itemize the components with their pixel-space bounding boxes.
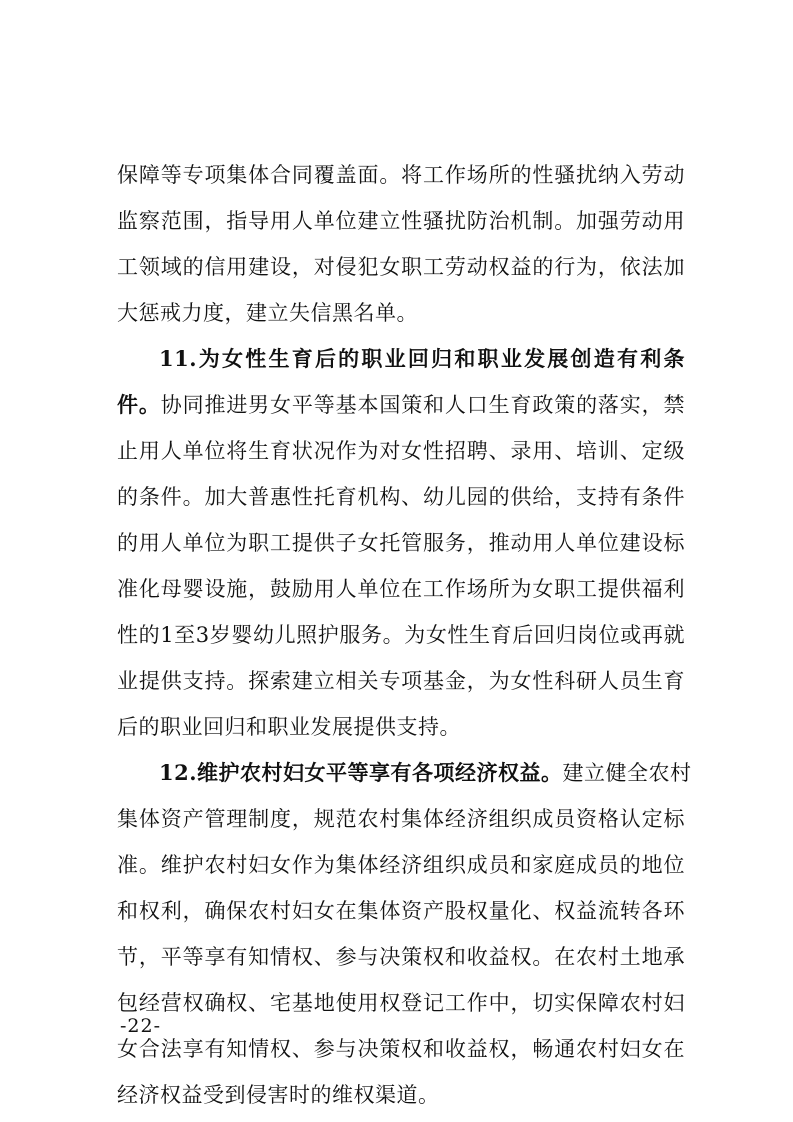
document-body — [117, 152, 692, 1118]
text-line — [117, 474, 685, 520]
text-segment: 节，平等享有知情权、参与决策权和收益权。在农村土地承 — [117, 945, 685, 969]
text-line — [117, 934, 685, 980]
text-line — [117, 290, 685, 336]
text-line — [117, 428, 685, 474]
text-line — [117, 566, 685, 612]
text-segment: 和权利，确保农村妇女在集体资产股权量化、权益流转各环 — [117, 899, 685, 923]
text-line — [117, 382, 685, 428]
text-segment: 的条件。加大普惠性托育机构、幼儿园的供给，支持有条件 — [117, 485, 685, 509]
text-segment: 建立健全农村 — [562, 761, 692, 785]
text-line — [117, 1026, 685, 1072]
text-segment: 后的职业回归和职业发展提供支持。 — [117, 715, 461, 739]
text-line — [117, 980, 685, 1026]
heading-text: 12.维护农村妇女平等享有各项经济权益。 — [159, 760, 563, 785]
text-line — [117, 796, 685, 842]
text-segment: 准化母婴设施，鼓励用人单位在工作场所为女职工提供福利 — [117, 577, 685, 601]
text-segment: 准。维护农村妇女作为集体经济组织成员和家庭成员的地位 — [117, 853, 685, 877]
text-segment: 协同推进男女平等基本国策和人口生育政策的落实，禁 — [160, 393, 686, 417]
text-segment: 集体资产管理制度，规范农村集体经济组织成员资格认定标 — [117, 807, 685, 831]
section-heading-11 — [117, 336, 685, 382]
text-segment: 大惩戒力度，建立失信黑名单。 — [117, 301, 418, 325]
text-line — [117, 612, 685, 658]
text-segment: 性的1至3岁婴幼儿照护服务。为女性生育后回归岗位或再就 — [117, 623, 685, 647]
text-line — [117, 152, 685, 198]
text-line — [117, 198, 685, 244]
text-line — [117, 520, 685, 566]
text-segment: 保障等专项集体合同覆盖面。将工作场所的性骚扰纳入劳动 — [117, 163, 685, 187]
text-line — [117, 1072, 685, 1118]
text-segment: 的用人单位为职工提供子女托管服务，推动用人单位建设标 — [117, 531, 685, 555]
text-line — [117, 842, 685, 888]
text-line — [117, 888, 685, 934]
heading-text: 11.为女性生育后的职业回归和职业发展创造有利条 — [159, 346, 685, 371]
text-segment: 监察范围，指导用人单位建立性骚扰防治机制。加强劳动用 — [117, 209, 685, 233]
page-number: -22- — [120, 1015, 162, 1037]
text-segment: 女合法享有知情权、参与决策权和收益权，畅通农村妇女在 — [117, 1037, 685, 1061]
text-segment: 止用人单位将生育状况作为对女性招聘、录用、培训、定级 — [117, 439, 685, 463]
text-segment: 包经营权确权、宅基地使用权登记工作中，切实保障农村妇 — [117, 991, 685, 1015]
heading-text: 件。 — [117, 392, 161, 417]
text-segment: 经济权益受到侵害时的维权渠道。 — [117, 1083, 440, 1107]
text-line — [117, 658, 685, 704]
text-segment: 业提供支持。探索建立相关专项基金，为女性科研人员生育 — [117, 669, 685, 693]
text-line — [117, 704, 685, 750]
text-segment: 工领域的信用建设，对侵犯女职工劳动权益的行为，依法加 — [117, 255, 685, 279]
text-line — [117, 244, 685, 290]
section-heading-12 — [117, 750, 692, 796]
